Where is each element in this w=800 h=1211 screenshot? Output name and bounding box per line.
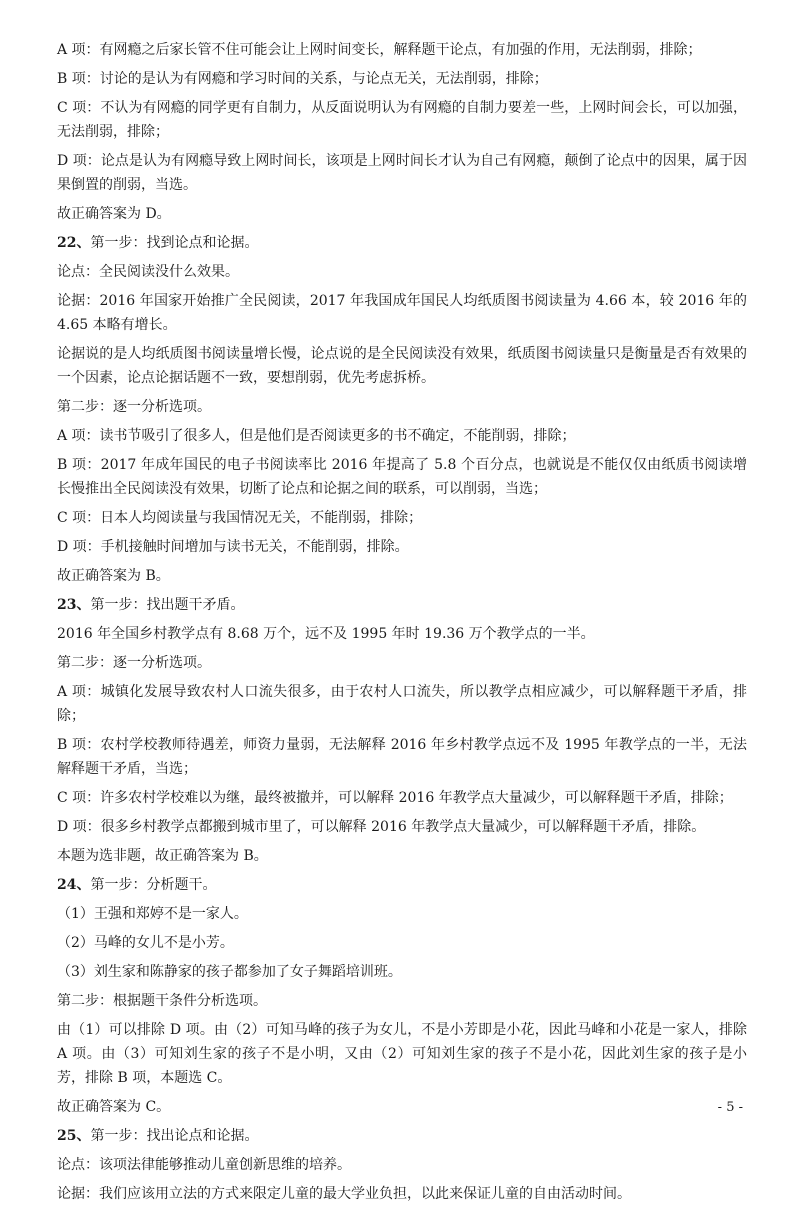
question-heading — [57, 873, 747, 897]
paragraph-text: （1）王强和郑婷不是一家人。 — [57, 906, 248, 922]
paragraph — [57, 680, 747, 728]
paragraph-text: 第二步：根据题干条件分析选项。 — [57, 993, 267, 1009]
question-number: 25、 — [57, 1128, 91, 1144]
paragraph-text: 第二步：逐一分析选项。 — [57, 399, 211, 415]
question-number: 24、 — [57, 877, 91, 893]
paragraph — [57, 202, 747, 226]
paragraph-text: 论据说的是人均纸质图书阅读量增长慢，论点说的是全民阅读没有效果，纸质图书阅读量只是衡量是否有效果的一个因素，论点论据话题不一致，要想削弱，优先考虑拆桥。 — [57, 346, 747, 386]
paragraph-text: C 项：许多农村学校难以为继，最终被撤并，可以解释 2016 年教学点大量减少，可以解释题干矛盾，排除； — [57, 790, 733, 806]
paragraph-text: D 项：很多乡村教学点都搬到城市里了，可以解释 2016 年教学点大量减少，可以解释题干矛盾，排除。 — [57, 819, 706, 835]
paragraph-text: 2016 年全国乡村教学点有 8.68 万个，远不及 1995 年时 19.36 万个教学点的一半。 — [57, 626, 595, 642]
paragraph — [57, 260, 747, 284]
paragraph-text: C 项：不认为有网瘾的同学更有自制力，从反面说明认为有网瘾的自制力要差一些，上网时间会长，可以加强，无法削弱，排除； — [57, 100, 747, 140]
paragraph — [57, 1182, 747, 1206]
paragraph-text: 本题为选非题，故正确答案为 B。 — [57, 848, 268, 864]
paragraph-text: 第一步：找到论点和论据。 — [90, 235, 259, 251]
paragraph — [57, 424, 747, 448]
paragraph — [57, 902, 747, 926]
paragraph — [57, 506, 747, 530]
paragraph — [57, 931, 747, 955]
paragraph — [57, 149, 747, 197]
paragraph — [57, 1095, 747, 1119]
question-number: 22、 — [57, 235, 91, 251]
paragraph — [57, 38, 747, 62]
paragraph — [57, 960, 747, 984]
paragraph-text: 论点：该项法律能够推动儿童创新思维的培养。 — [57, 1157, 351, 1173]
paragraph-text: A 项：有网瘾之后家长管不住可能会让上网时间变长，解释题干论点，有加强的作用，无法削弱，排除； — [57, 42, 702, 58]
paragraph-text: 第一步：分析题干。 — [90, 877, 217, 893]
paragraph — [57, 342, 747, 390]
paragraph-text: A 项：读书节吸引了很多人，但是他们是否阅读更多的书不确定，不能削弱，排除； — [57, 428, 576, 444]
document-body — [57, 38, 747, 1211]
paragraph — [57, 96, 747, 144]
paragraph-text: 第一步：找出论点和论据。 — [90, 1128, 259, 1144]
paragraph-text: A 项：城镇化发展导致农村人口流失很多，由于农村人口流失，所以教学点相应减少，可以解释题干矛盾，排除； — [57, 684, 747, 724]
page-number: - 5 - — [717, 1100, 743, 1115]
paragraph-text: 由（1）可以排除 D 项。由（2）可知马峰的孩子为女儿，不是小芳即是小花，因此马峰和小花是一家人，排除 A 项。由（3）可知刘生家的孩子不是小明，又由（2）可知刘生家的孩子不是小花，因此刘生家的孩子是小芳，排除 B 项，本题选 C。 — [57, 1022, 747, 1086]
paragraph-text: 第一步：找出题干矛盾。 — [90, 597, 245, 613]
paragraph-text: 论点：全民阅读没什么效果。 — [57, 264, 239, 280]
paragraph — [57, 564, 747, 588]
paragraph — [57, 815, 747, 839]
paragraph-text: B 项：讨论的是认为有网瘾和学习时间的关系，与论点无关，无法削弱，排除； — [57, 71, 548, 87]
paragraph — [57, 989, 747, 1013]
paragraph — [57, 1018, 747, 1090]
paragraph-text: 故正确答案为 D。 — [57, 206, 171, 222]
question-number: 23、 — [57, 597, 91, 613]
paragraph — [57, 651, 747, 675]
paragraph-text: B 项：2017 年成年国民的电子书阅读率比 2016 年提高了 5.8 个百分点，也就说是不能仅仅由纸质书阅读增长慢推出全民阅读没有效果，切断了论点和论据之间的联系，可以削弱，当选； — [57, 457, 747, 497]
paragraph-text: 故正确答案为 B。 — [57, 568, 170, 584]
question-heading — [57, 593, 747, 617]
paragraph-text: 论据：我们应该用立法的方式来限定儿童的最大学业负担，以此来保证儿童的自由活动时间。 — [57, 1186, 631, 1202]
paragraph — [57, 453, 747, 501]
paragraph — [57, 395, 747, 419]
paragraph — [57, 622, 747, 646]
paragraph — [57, 786, 747, 810]
paragraph-text: B 项：农村学校教师待遇差，师资力量弱，无法解释 2016 年乡村教学点远不及 1995 年教学点的一半，无法解释题干矛盾，当选； — [57, 737, 747, 777]
question-heading — [57, 231, 747, 255]
paragraph — [57, 289, 747, 337]
question-heading — [57, 1124, 747, 1148]
paragraph-text: D 项：手机接触时间增加与读书无关，不能削弱，排除。 — [57, 539, 409, 555]
paragraph-text: 论据：2016 年国家开始推广全民阅读，2017 年我国成年国民人均纸质图书阅读量为 4.66 本，较 2016 年的 4.65 本略有增长。 — [57, 293, 747, 333]
paragraph — [57, 844, 747, 868]
paragraph-text: （2）马峰的女儿不是小芳。 — [57, 935, 234, 951]
paragraph — [57, 67, 747, 91]
paragraph — [57, 733, 747, 781]
paragraph-text: 故正确答案为 C。 — [57, 1099, 171, 1115]
paragraph-text: 第二步：逐一分析选项。 — [57, 655, 211, 671]
paragraph-text: C 项：日本人均阅读量与我国情况无关，不能削弱，排除； — [57, 510, 423, 526]
paragraph-text: D 项：论点是认为有网瘾导致上网时间长，该项是上网时间长才认为自己有网瘾，颠倒了论点中的因果，属于因果倒置的削弱，当选。 — [57, 153, 747, 193]
paragraph-text: （3）刘生家和陈静家的孩子都参加了女子舞蹈培训班。 — [57, 964, 402, 980]
paragraph — [57, 1153, 747, 1177]
paragraph — [57, 535, 747, 559]
